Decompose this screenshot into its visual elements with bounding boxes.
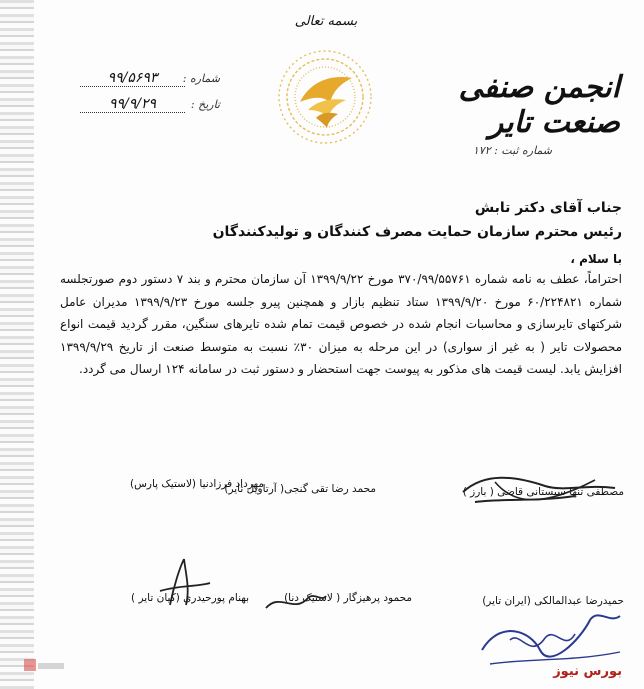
footer-brand: بورس نیوز xyxy=(553,664,622,679)
signatory-name: بهنام پورحیدری (کیان تایر ) xyxy=(131,592,249,604)
letter-date-label: تاریخ : xyxy=(190,98,220,111)
letter-number-value: ۹۹/۵۶۹۳ xyxy=(80,70,185,87)
letter-number-row xyxy=(80,72,220,92)
organization-logo xyxy=(270,42,380,152)
handwritten-signature xyxy=(150,555,220,615)
letter-date-row xyxy=(80,98,220,118)
organization-name: انجمن صنفی صنعت تایر xyxy=(458,70,620,140)
signatory-name: مهرداد فرزادنیا (لاستیک پارس) xyxy=(129,478,264,490)
handwritten-signature xyxy=(260,588,330,618)
registration-number: شماره ثبت : ۱۷۲ xyxy=(472,144,552,157)
signatory-name: حمیدرضا عبدالمالکی (ایران تایر) xyxy=(482,595,624,607)
letter-number-label: شماره : xyxy=(182,72,220,85)
greeting: با سلام ، xyxy=(570,252,622,266)
signatory-name: محمود پرهیزگار ( لاستیک دنا) xyxy=(284,592,412,604)
letter-body: احتراماً، عطف به نامه شماره ۳۷۰/۹۹/۵۵۷۶۱ مورخ ۱۳۹۹/۹/۲۲ آن سازمان محترم و بند ۷ دستور دوم صورتجلسه شماره ۶۰/۲۲۴۸۲۱ مورخ ۱۳۹۹/۹/۲۰ ستاد تنظیم بازار و همچنین پیرو جلسه مورخ ۱۳۹۹/۹/۲۳ مدیران عامل شرکتهای تایرسازی و محاسبات انجام شده در خصوص قیمت تمام شده تایرهای سنگین، مقرر گردید قیمت انواع محصولات تایر ( به غیر از سواری) در این مرحله به میزان ۳۰٪ نسبت به متوسط صنعت از تاریخ ۱۳۹۹/۹/۲۹ افزایش یابد. لیست قیمت های مذکور به پیوست جهت استحضار و دستور ثبت در سامانه ۱۲۴ ارسال می گردد. xyxy=(60,272,623,377)
signatory-name: مصطفی تنها سیستانی قاضی ( بارز ) xyxy=(462,486,624,498)
addressee-name: جناب آقای دکتر تابش xyxy=(474,200,622,216)
scan-edge-strip xyxy=(0,0,34,689)
basmala-heading: بسمه تعالی xyxy=(294,14,358,29)
signatory-name: محمد رضا تقی گنجی( آرتاویل تایر) xyxy=(224,483,376,495)
addressee-title: رئیس محترم سازمان حمایت مصرف کنندگان و تولیدکنندگان xyxy=(212,224,622,240)
watermark-logo xyxy=(22,655,68,675)
letter-date-value: ۹۹/۹/۲۹ xyxy=(80,96,185,113)
handwritten-signature xyxy=(455,462,625,522)
